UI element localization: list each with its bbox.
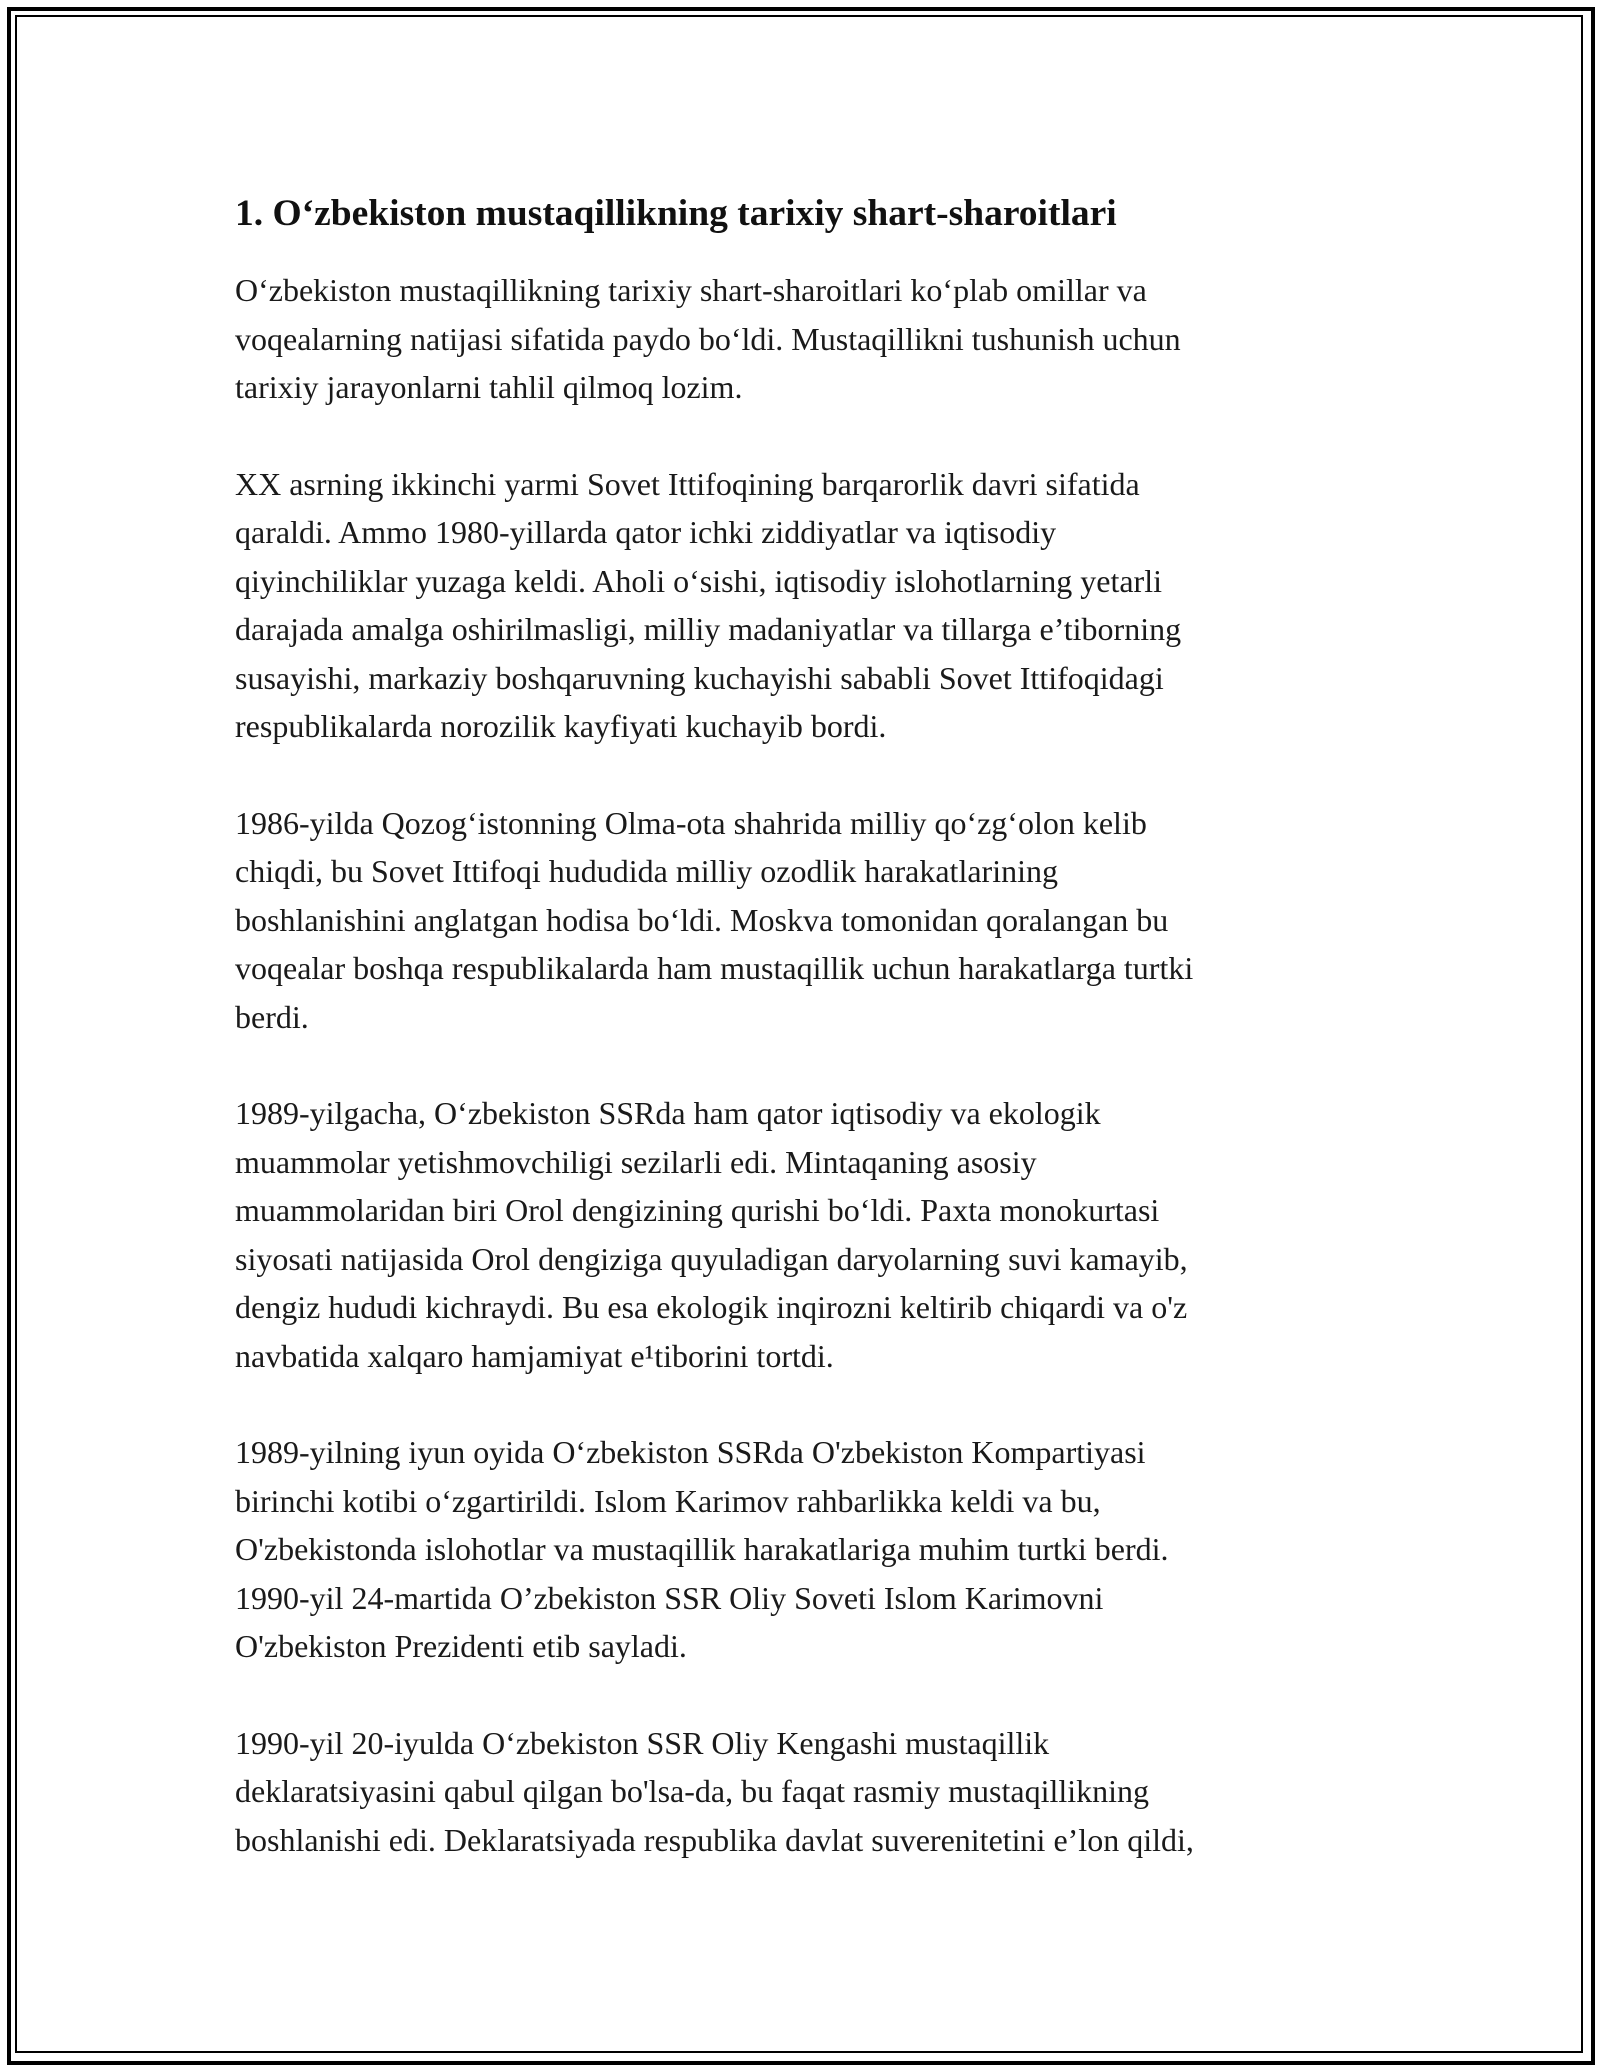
paragraph-line: navbatida xalqaro hamjamiyat e¹tiborini tortdi. <box>235 1337 834 1374</box>
paragraph-line: tarixiy jarayonlarni tahlil qilmoq lozim. <box>235 369 743 405</box>
paragraph-line: 1986-yilda Qozog‘istonning Olma-ota shahrida milliy qo‘zg‘olon kelib <box>235 804 1147 841</box>
paragraph-line: 1989-yilgacha, O‘zbekiston SSRda ham qator iqtisodiy va ekologik <box>235 1095 1101 1131</box>
paragraph-list <box>235 266 1365 1864</box>
paragraph-line: qiyinchiliklar yuzaga keldi. Aholi o‘sishi, iqtisodiy islohotlarning yetarli <box>235 562 1162 599</box>
paragraph-line: muammolar yetishmovchiligi sezilarli edi. Mintaqaning asosiy <box>235 1143 1037 1180</box>
paragraph <box>235 1089 1365 1380</box>
paragraph-line: susayishi, markaziy boshqaruvning kuchayishi sababli Sovet Ittifoqidagi <box>235 659 1164 696</box>
paragraph-line: O'zbekistonda islohotlar va mustaqillik harakatlariga muhim turtki berdi. <box>235 1531 1169 1567</box>
paragraph-line: birinchi kotibi o‘zgartirildi. Islom Karimov rahbarlikka keldi va bu, <box>235 1482 1101 1519</box>
paragraph-line: siyosati natijasida Orol dengiziga quyuladigan daryolarning suvi kamayib, <box>235 1240 1188 1277</box>
paragraph <box>235 1719 1365 1865</box>
paragraph-line: chiqdi, bu Sovet Ittifoqi hududida milliy ozodlik harakatlarining <box>235 853 1058 889</box>
paragraph-line: voqealarning natijasi sifatida paydo bo‘ldi. Mustaqillikni tushunish uchun <box>235 320 1181 357</box>
paragraph-line: berdi. <box>235 998 309 1035</box>
paragraph-line: boshlanishi edi. Deklaratsiyada respublika davlat suverenitetini e’lon qildi, <box>235 1821 1194 1858</box>
section-heading: 1. O‘zbekiston mustaqillikning tarixiy shart-sharoitlari <box>235 193 1117 234</box>
paragraph-line: respublikalarda norozilik kayfiyati kuchayib bordi. <box>235 708 887 744</box>
paragraph-line: boshlanishini anglatgan hodisa bo‘ldi. Moskva tomonidan qoralangan bu <box>235 901 1169 938</box>
paragraph-line: deklaratsiyasini qabul qilgan bo'lsa-da, bu faqat rasmiy mustaqillikning <box>235 1773 1150 1809</box>
paragraph-line: XX asrning ikkinchi yarmi Sovet Ittifoqining barqarorlik davri sifatida <box>235 465 1140 502</box>
paragraph-line: 1990-yil 20-iyulda O‘zbekiston SSR Oliy Kengashi mustaqillik <box>235 1724 1050 1761</box>
paragraph-line: 1990-yil 24-martida O’zbekiston SSR Oliy Soveti Islom Karimovni <box>235 1579 1104 1616</box>
paragraph <box>235 1428 1365 1671</box>
paragraph-line: darajada amalga oshirilmasligi, milliy madaniyatlar va tillarga e’tiborning <box>235 611 1182 647</box>
paragraph <box>235 799 1365 1042</box>
paragraph-line: muammolaridan biri Orol dengizining qurishi bo‘ldi. Paxta monokurtasi <box>235 1192 1160 1228</box>
paragraph-line: O‘zbekiston mustaqillikning tarixiy shart-sharoitlari ko‘plab omillar va <box>235 272 1147 308</box>
paragraph-line: qaraldi. Ammo 1980-yillarda qator ichki ziddiyatlar va iqtisodiy <box>235 514 1057 550</box>
paragraph-line: 1989-yilning iyun oyida O‘zbekiston SSRda O'zbekiston Kompartiyasi <box>235 1434 1146 1470</box>
paragraph <box>235 266 1365 412</box>
document-page <box>235 188 1365 1912</box>
paragraph-line: O'zbekiston Prezidenti etib sayladi. <box>235 1628 687 1664</box>
paragraph-line: voqealar boshqa respublikalarda ham mustaqillik uchun harakatlarga turtki <box>235 950 1194 986</box>
paragraph-line: dengiz hududi kichraydi. Bu esa ekologik inqirozni keltirib chiqardi va o'z <box>235 1289 1188 1325</box>
paragraph <box>235 460 1365 751</box>
